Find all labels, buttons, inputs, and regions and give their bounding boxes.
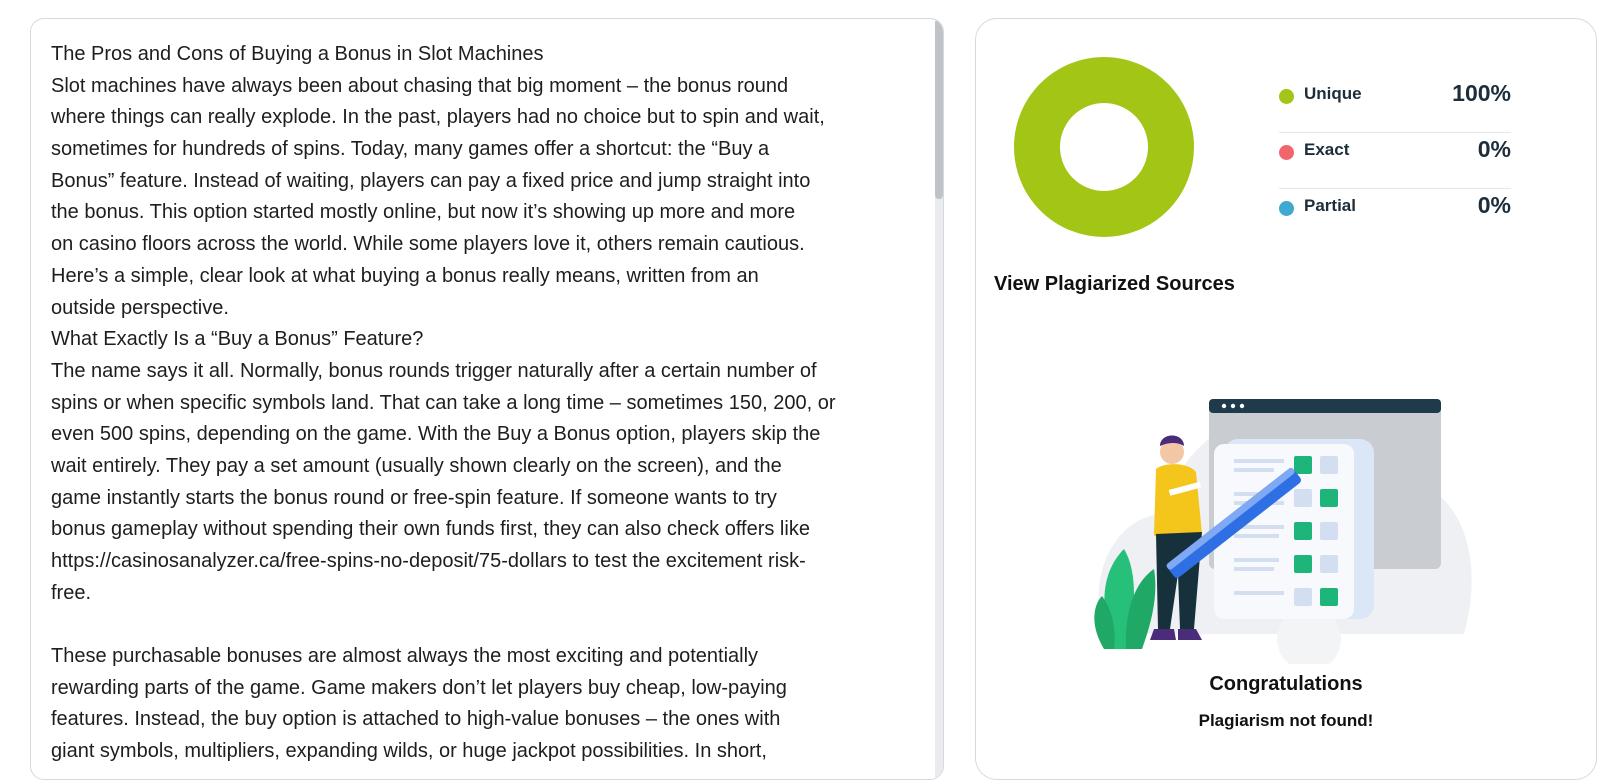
text-line bbox=[51, 609, 944, 641]
stat-label-unique: Unique bbox=[1304, 84, 1362, 103]
text-line: These purchasable bonuses are almost always the most exciting and potentially bbox=[51, 645, 759, 668]
view-plagiarized-sources-link[interactable]: View Plagiarized Sources bbox=[994, 273, 1235, 295]
text-line: on casino floors across the world. While some players love it, others remain cautious. bbox=[51, 233, 805, 256]
unique-dot-icon bbox=[1279, 89, 1294, 104]
text-line: Bonus” feature. Instead of waiting, players can pay a fixed price and jump straight into bbox=[51, 169, 811, 192]
text-line: The name says it all. Normally, bonus rounds trigger naturally after a certain number of bbox=[51, 359, 817, 382]
text-line: The Pros and Cons of Buying a Bonus in Slot Machines bbox=[51, 43, 544, 65]
text-line: rewarding parts of the game. Game makers don’t let players buy cheap, low-paying bbox=[51, 676, 787, 699]
stat-label-exact: Exact bbox=[1304, 140, 1350, 159]
exact-dot-icon bbox=[1279, 145, 1294, 160]
text-line: even 500 spins, depending on the game. With the Buy a Bonus option, players skip the bbox=[51, 423, 821, 446]
text-line: outside perspective. bbox=[51, 296, 229, 319]
stat-row-partial bbox=[1279, 189, 1511, 244]
text-editor[interactable] bbox=[51, 39, 944, 768]
results-panel bbox=[975, 18, 1597, 780]
text-line: sometimes for hundreds of spins. Today, many games offer a shortcut: the “Buy a bbox=[51, 138, 770, 161]
text-line: bonus gameplay without spending their own funds first, they can also check offers like bbox=[51, 518, 810, 541]
text-line: giant symbols, multipliers, expanding wilds, or huge jackpot possibilities. In short, bbox=[51, 740, 767, 763]
text-line: https://casinosanalyzer.ca/free-spins-no-deposit/75-dollars to test the excitement risk- bbox=[51, 550, 806, 572]
text-line: Here’s a simple, clear look at what buying a bonus really means, written from an bbox=[51, 264, 759, 287]
stats-list bbox=[1279, 77, 1511, 244]
text-line: where things can really explode. In the past, players had no choice but to spin and wait, bbox=[51, 106, 825, 129]
donut-unique-arc bbox=[1037, 80, 1171, 214]
checklist-illustration-icon bbox=[1084, 364, 1484, 664]
text-line: features. Instead, the buy option is attached to high-value bonuses – the ones with bbox=[51, 708, 781, 731]
scrollbar-thumb[interactable] bbox=[935, 19, 943, 199]
uniqueness-donut-chart bbox=[1014, 57, 1194, 237]
text-line: What Exactly Is a “Buy a Bonus” Feature? bbox=[51, 328, 424, 351]
text-line: the bonus. This option started mostly online, but now it’s showing up more and more bbox=[51, 201, 796, 224]
partial-dot-icon bbox=[1279, 201, 1294, 216]
stat-label-partial: Partial bbox=[1304, 196, 1356, 215]
text-line: spins or when specific symbols land. That can take a long time – sometimes 150, 200, or bbox=[51, 391, 836, 414]
stat-value-unique: 100% bbox=[1452, 80, 1511, 106]
text-line: wait entirely. They pay a set amount (usually shown clearly on the screen), and the bbox=[51, 454, 782, 477]
text-line: free. bbox=[51, 581, 92, 604]
congratulations-title: Congratulations bbox=[1209, 673, 1363, 695]
stat-row-exact bbox=[1279, 133, 1511, 189]
stat-value-exact: 0% bbox=[1477, 136, 1511, 162]
stat-value-partial: 0% bbox=[1477, 192, 1511, 218]
text-line: Slot machines have always been about chasing that big moment – the bonus round bbox=[51, 74, 789, 97]
text-editor-panel bbox=[30, 18, 944, 780]
text-line: game instantly starts the bonus round or free-spin feature. If someone wants to try bbox=[51, 486, 777, 509]
plagiarism-not-found-text: Plagiarism not found! bbox=[1198, 711, 1374, 730]
stat-row-unique bbox=[1279, 77, 1511, 133]
